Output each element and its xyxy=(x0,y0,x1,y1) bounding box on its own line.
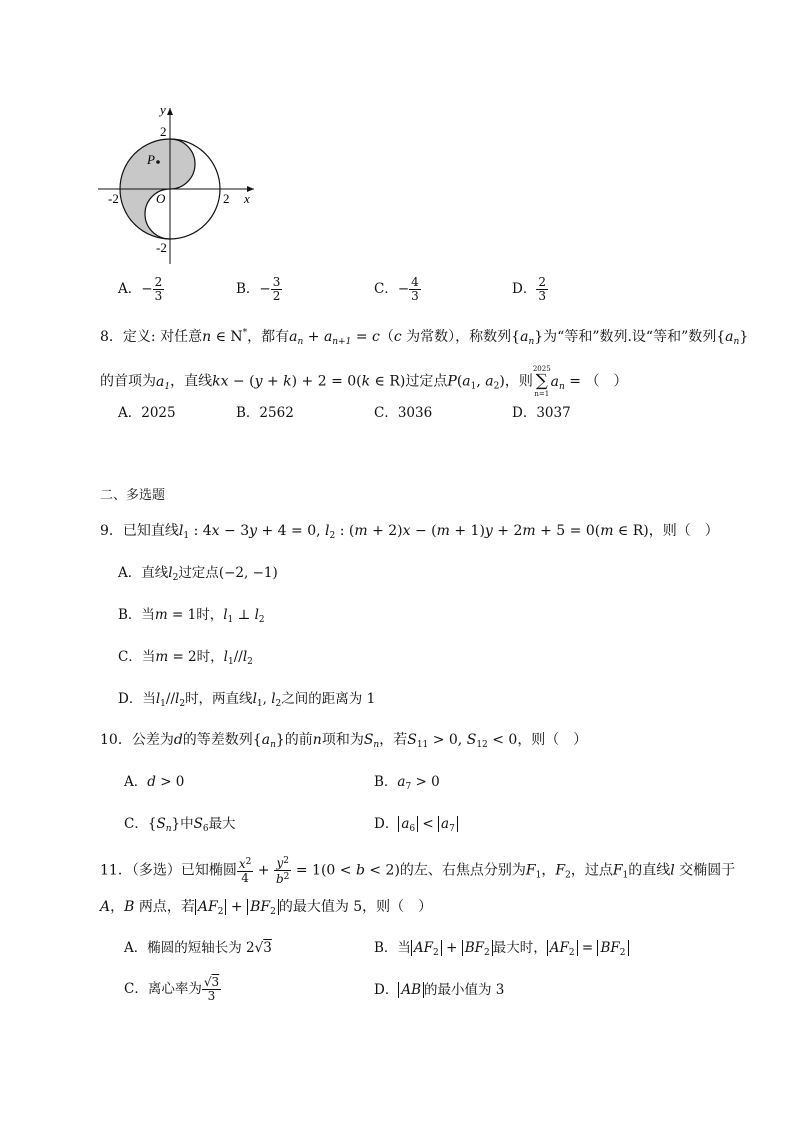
point-p xyxy=(156,160,160,164)
q7-option-c[interactable]: C．− $\frac{4}{3}$ xyxy=(374,275,419,303)
q11-option-a[interactable]: A．椭圆的短轴长为 2√3 xyxy=(124,940,272,956)
y-axis-label: y xyxy=(160,102,166,117)
y-axis-arrow xyxy=(167,108,173,115)
tick-y-neg: -2 xyxy=(156,240,167,255)
q10-option-c[interactable]: C．$\{S_n\}$中$S_6$最大 xyxy=(124,816,236,834)
q10-option-b[interactable]: B．$a_7 > 0$ xyxy=(374,774,440,792)
q11-stem-line1: 11．（多选）已知椭圆 $\frac{x^2}{4}$ + $\frac{y^2}{b^2}$ = 1(0 < b < 2)的左、右焦点分别为$F_1$，$F_2$，过点$F_1$的直线l 交椭圆于 xyxy=(100,856,736,886)
tick-x-pos: 2 xyxy=(223,191,230,206)
q9-option-b[interactable]: B．当m = 1时，$l_1$ ⊥ $l_2$ xyxy=(118,607,265,625)
yin-yang-figure xyxy=(92,100,262,268)
q8-option-d[interactable]: D．3037 xyxy=(512,405,571,421)
origin-label: O xyxy=(156,191,166,206)
q10-stem: 10．公差为d的等差数列$\{a_n\}$的前n项和为$S_n$，若$S_{11} > 0$, $S_{12} < 0$，则（ ） xyxy=(100,732,588,750)
q8-stem-line1: 8．定义: 对任意n ∈ N*，都有$a_n + a_{n+1} = c(c$ 为常数），称数列$\{a_n\}$为“等和”数列.设“等和”数列$\{a_n\}$ xyxy=(100,328,749,347)
q11-option-b[interactable]: B．当 $AF_2 + BF_2$ 最大时， $AF_2 = BF_2$ xyxy=(374,939,629,962)
x-axis-label: x xyxy=(244,191,250,206)
q8-option-c[interactable]: C．3036 xyxy=(374,405,433,421)
q9-option-a[interactable]: A．直线$l_2$过定点(−2, −1) xyxy=(118,565,278,583)
q9-stem: 9．已知直线$l_1$ : 4x − 3y + 4 = 0, $l_2$ : (m + 2)x − (m + 1)y + 2m + 5 = 0(m ∈ R)，则（ ） xyxy=(100,523,719,541)
q11-stem-line2: A，B 两点，若 $AF_2 + BF_2$ 的最大值为 5，则（ ） xyxy=(100,899,433,917)
q11-option-d[interactable]: D． AB 的最小值为 3 xyxy=(374,982,505,998)
q8-option-b[interactable]: B．2562 xyxy=(236,405,294,421)
q7-option-d[interactable]: D． $\frac{2}{3}$ xyxy=(512,275,546,303)
q11-option-c[interactable]: C．离心率为 $\frac{√3}{3}$ xyxy=(124,975,220,1003)
q10-option-d[interactable]: D． $a_6 < a_7$ xyxy=(374,815,458,838)
q7-option-b[interactable]: B．− $\frac{3}{2}$ xyxy=(236,275,281,303)
tick-x-neg: -2 xyxy=(108,191,119,206)
tick-y-pos: 2 xyxy=(160,124,167,139)
q8-option-a[interactable]: A．2025 xyxy=(118,405,176,421)
q8-stem-line2: 的首项为$a_1$，直线kx − (y + k) + 2 = 0(k ∈ R)过定点$P(a_1$, $a_2$)，则 2025 ∑ n=1 $a_n$ = （ ） xyxy=(100,365,628,398)
q10-option-a[interactable]: A．d > 0 xyxy=(124,774,185,790)
q7-option-a[interactable]: A．− $\frac{2}{3}$ xyxy=(118,275,163,303)
point-p-label: P xyxy=(147,152,155,167)
section-title: 二、多选题 xyxy=(100,488,166,503)
q9-option-c[interactable]: C．当m = 2时，$l_1//l_2$ xyxy=(118,649,253,667)
q9-option-d[interactable]: D．当$l_1//l_2$时，两直线$l_1$, $l_2$之间的距离为 1 xyxy=(118,691,376,709)
